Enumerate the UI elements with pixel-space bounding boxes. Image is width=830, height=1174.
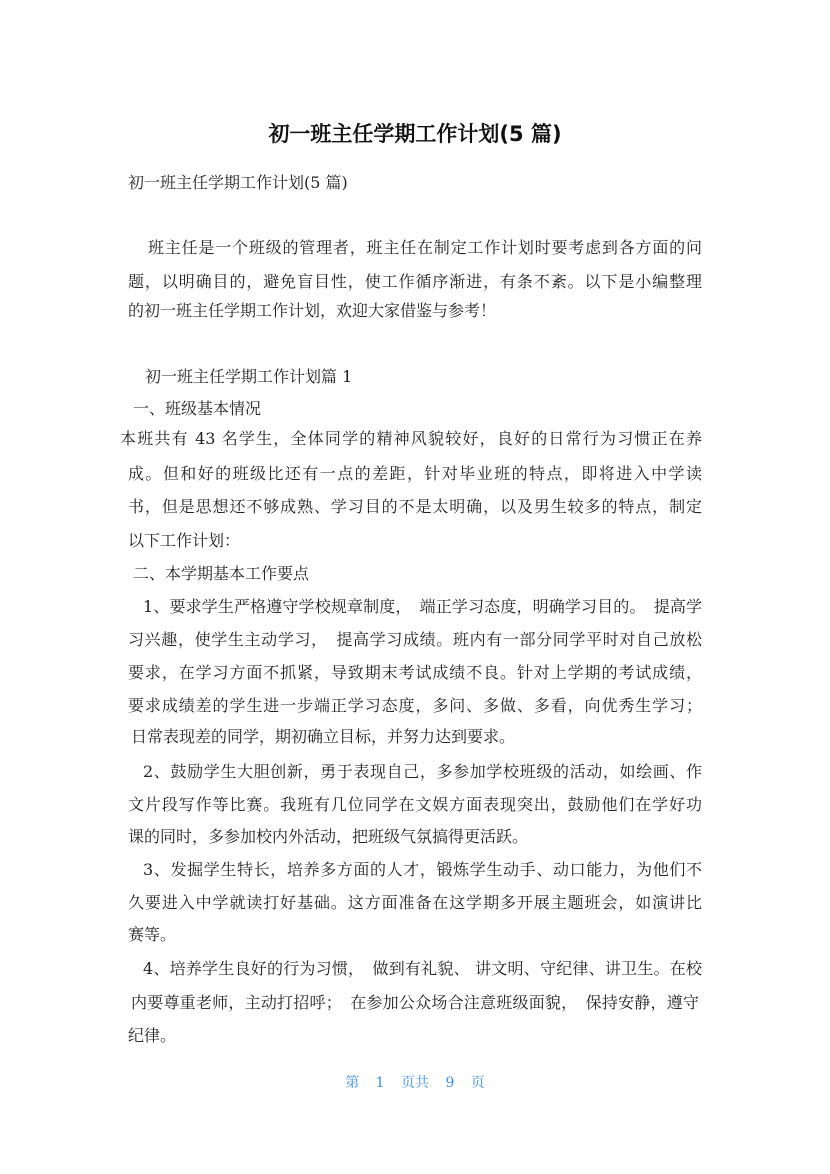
intro-line: 的初一班主任学期工作计划，欢迎大家借鉴与参考！	[128, 301, 497, 320]
intro-line: 题，以明确目的，避免盲目性，使工作循序渐进，有条不紊。以下是小编整理	[128, 272, 702, 291]
item-1-line: 要求成绩差的学生进一步端正学习态度，多问、多做、多看，向优秀生学习；	[128, 696, 702, 715]
item-4-line: 内要尊重老师，主动打招呼； 在参加公众场合注意班级面貌， 保持安静，遵守	[131, 993, 699, 1012]
paragraph-line: 以下工作计划：	[128, 531, 241, 550]
item-1-line: 日常表现差的同学，期初确立目标，并努力达到要求。	[131, 727, 516, 746]
heading-2: 二、本学期基本工作要点	[133, 564, 310, 583]
heading-1: 一、班级基本情况	[133, 399, 262, 418]
item-1-line: 习兴趣，使学生主动学习， 提高学习成绩。班内有一部分同学平时对自己放松	[128, 630, 702, 649]
paragraph-line: 书，但是思想还不够成熟、学习目的不是太明确，以及男生较多的特点，制定	[128, 497, 702, 516]
item-3-line: 3、发掘学生特长，培养多方面的人才，锻炼学生动手、动口能力，为他们不	[143, 860, 702, 879]
page-number-footer: 第 1 页共 9 页	[345, 1075, 485, 1091]
paragraph-line: 本班共有 43 名学生，全体同学的精神风貌较好，良好的日常行为习惯正在养	[120, 429, 702, 448]
item-1-line: 1、要求学生严格遵守学校规章制度， 端正学习态度，明确学习目的。 提高学	[143, 597, 702, 616]
section-heading: 初一班主任学期工作计划篇 1	[145, 367, 353, 386]
subtitle: 初一班主任学期工作计划(5 篇)	[128, 173, 348, 192]
item-2-line: 课的同时，多参加校内外活动，把班级气氛搞得更活跃。	[128, 827, 529, 846]
item-3-line: 久要进入中学就读打好基础。这方面准备在这学期多开展主题班会，如演讲比	[128, 893, 702, 912]
item-2-line: 文片段写作等比赛。我班有几位同学在文娱方面表现突出，鼓励他们在学好功	[128, 795, 702, 814]
item-4-line: 4、培养学生良好的行为习惯， 做到有礼貌、 讲文明、守纪律、讲卫生。在校	[143, 959, 702, 978]
item-1-line: 要求，在学习方面不抓紧，导致期末考试成绩不良。针对上学期的考试成绩，	[128, 663, 702, 682]
item-3-line: 赛等。	[128, 925, 177, 944]
item-4-line: 纪律。	[128, 1026, 177, 1045]
intro-line: 班主任是一个班级的管理者，班主任在制定工作计划时要考虑到各方面的问	[148, 238, 702, 257]
document-title: 初一班主任学期工作计划(5 篇)	[268, 122, 562, 146]
paragraph-line: 成。但和好的班级比还有一点的差距，针对毕业班的特点，即将进入中学读	[128, 464, 702, 483]
item-2-line: 2、鼓励学生大胆创新，勇于表现自己，多参加学校班级的活动，如绘画、作	[143, 762, 702, 781]
